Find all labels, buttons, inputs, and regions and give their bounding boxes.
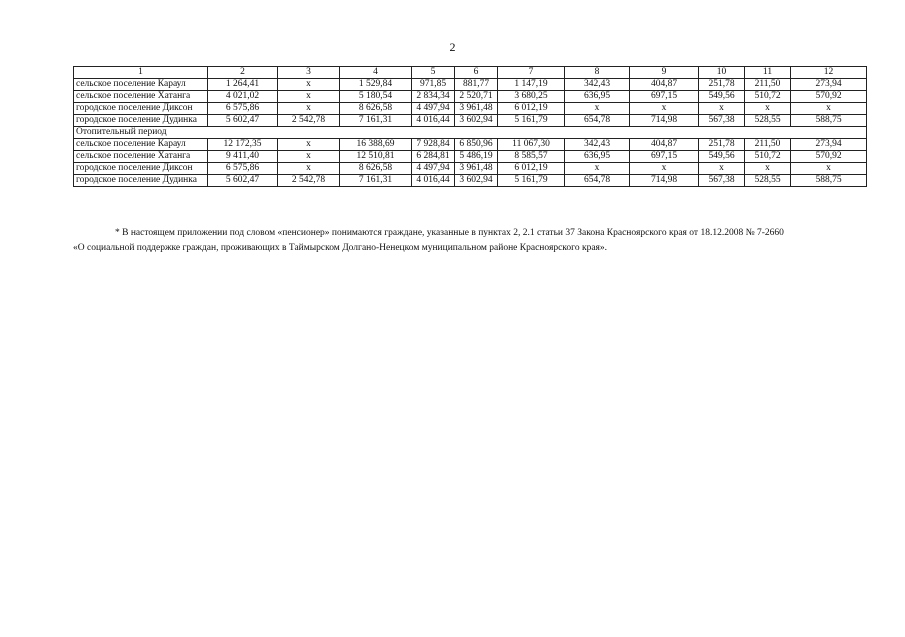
- table-cell: 3 961,48: [455, 103, 498, 115]
- table-cell: 404,87: [630, 79, 699, 91]
- table-cell: x: [278, 91, 340, 103]
- table-cell: 4 016,44: [412, 175, 455, 187]
- table-cell: x: [278, 151, 340, 163]
- table-row: [74, 139, 867, 151]
- table-cell: 567,38: [699, 175, 745, 187]
- column-header: 9: [630, 67, 699, 79]
- table-cell: 6 850,96: [455, 139, 498, 151]
- table-cell: 16 388,69: [340, 139, 412, 151]
- section-row: [74, 127, 867, 139]
- column-header: 4: [340, 67, 412, 79]
- table-cell: 4 497,94: [412, 163, 455, 175]
- table-cell: x: [278, 103, 340, 115]
- table-body: [74, 67, 867, 187]
- table-cell: x: [630, 103, 699, 115]
- table-cell: 510,72: [745, 91, 791, 103]
- table-cell: 510,72: [745, 151, 791, 163]
- column-header: 1: [74, 67, 208, 79]
- table-row: [74, 79, 867, 91]
- table-cell: x: [278, 139, 340, 151]
- table-cell: 636,95: [565, 91, 630, 103]
- row-label: городское поселение Дудинка: [74, 175, 208, 187]
- row-label: сельское поселение Караул: [74, 79, 208, 91]
- table-cell: 528,55: [745, 115, 791, 127]
- table-cell: 7 161,31: [340, 175, 412, 187]
- tariff-table: [73, 66, 867, 187]
- table-cell: 6 284,81: [412, 151, 455, 163]
- table-cell: 654,78: [565, 175, 630, 187]
- table-cell: 570,92: [791, 91, 867, 103]
- table-cell: 273,94: [791, 79, 867, 91]
- table-cell: x: [565, 103, 630, 115]
- table-row: [74, 115, 867, 127]
- table-cell: 549,56: [699, 91, 745, 103]
- table-cell: 3 602,94: [455, 115, 498, 127]
- table-cell: 1 147,19: [498, 79, 565, 91]
- section-title: Отопительный период: [74, 127, 867, 139]
- table-cell: 3 602,94: [455, 175, 498, 187]
- table-row: [74, 103, 867, 115]
- table-cell: 528,55: [745, 175, 791, 187]
- table-row: [74, 163, 867, 175]
- table-cell: 4 016,44: [412, 115, 455, 127]
- table-cell: 4 021,02: [208, 91, 278, 103]
- row-label: городское поселение Диксон: [74, 103, 208, 115]
- table-cell: 5 602,47: [208, 115, 278, 127]
- table-cell: x: [278, 163, 340, 175]
- column-header: 6: [455, 67, 498, 79]
- table-cell: 5 602,47: [208, 175, 278, 187]
- table-cell: 2 520,71: [455, 91, 498, 103]
- footnote-line-1: * В настоящем приложении под словом «пенсионер» понимаются граждане, указанные в пунктах 2, 2.1 статьи 37 Закона Красноярского края от 18.12.2008 № 7-2660: [115, 228, 784, 238]
- table-cell: 654,78: [565, 115, 630, 127]
- column-header: 11: [745, 67, 791, 79]
- table-cell: 1 264,41: [208, 79, 278, 91]
- table-header-row: [74, 67, 867, 79]
- table-cell: 1 529,84: [340, 79, 412, 91]
- column-header: 3: [278, 67, 340, 79]
- table-cell: x: [278, 79, 340, 91]
- table-cell: 8 585,57: [498, 151, 565, 163]
- table-cell: 570,92: [791, 151, 867, 163]
- page-number: 2: [449, 40, 456, 54]
- table-cell: 2 834,34: [412, 91, 455, 103]
- column-header: 8: [565, 67, 630, 79]
- footnote-line-2: «О социальной поддержке граждан, проживающих в Таймырском Долгано-Ненецком муниципальном районе Красноярского края».: [73, 243, 608, 253]
- table-cell: 714,98: [630, 175, 699, 187]
- table-cell: x: [745, 103, 791, 115]
- column-header: 10: [699, 67, 745, 79]
- table-cell: 971,85: [412, 79, 455, 91]
- table-cell: 6 575,86: [208, 163, 278, 175]
- table-cell: 697,15: [630, 151, 699, 163]
- table-row: [74, 175, 867, 187]
- table-cell: x: [699, 103, 745, 115]
- row-label: сельское поселение Хатанга: [74, 151, 208, 163]
- table-cell: 404,87: [630, 139, 699, 151]
- table-cell: 5 180,54: [340, 91, 412, 103]
- row-label: городское поселение Диксон: [74, 163, 208, 175]
- table-cell: 12 172,35: [208, 139, 278, 151]
- column-header: 5: [412, 67, 455, 79]
- row-label: сельское поселение Караул: [74, 139, 208, 151]
- table-cell: 7 928,84: [412, 139, 455, 151]
- table-cell: 588,75: [791, 115, 867, 127]
- table-cell: 342,43: [565, 79, 630, 91]
- table-cell: 6 575,86: [208, 103, 278, 115]
- table-cell: x: [745, 163, 791, 175]
- table-cell: 4 497,94: [412, 103, 455, 115]
- table-cell: 2 542,78: [278, 115, 340, 127]
- table-cell: 5 486,19: [455, 151, 498, 163]
- row-label: сельское поселение Хатанга: [74, 91, 208, 103]
- table-cell: 714,98: [630, 115, 699, 127]
- table-cell: 3 961,48: [455, 163, 498, 175]
- table-cell: 881,77: [455, 79, 498, 91]
- table-cell: 342,43: [565, 139, 630, 151]
- table-cell: 3 680,25: [498, 91, 565, 103]
- table-row: [74, 151, 867, 163]
- table-cell: 2 542,78: [278, 175, 340, 187]
- table-cell: 5 161,79: [498, 115, 565, 127]
- row-label: городское поселение Дудинка: [74, 115, 208, 127]
- table-cell: 697,15: [630, 91, 699, 103]
- table-cell: 11 067,30: [498, 139, 565, 151]
- table-cell: 211,50: [745, 79, 791, 91]
- table-cell: 251,78: [699, 79, 745, 91]
- table-cell: 251,78: [699, 139, 745, 151]
- table-cell: 8 626,58: [340, 163, 412, 175]
- table-cell: 549,56: [699, 151, 745, 163]
- table-cell: 8 626,58: [340, 103, 412, 115]
- table-cell: 5 161,79: [498, 175, 565, 187]
- column-header: 2: [208, 67, 278, 79]
- table-cell: x: [630, 163, 699, 175]
- table-cell: 211,50: [745, 139, 791, 151]
- table-cell: x: [791, 163, 867, 175]
- table-row: [74, 91, 867, 103]
- table-cell: 588,75: [791, 175, 867, 187]
- table-cell: 273,94: [791, 139, 867, 151]
- table-cell: x: [565, 163, 630, 175]
- table-cell: 12 510,81: [340, 151, 412, 163]
- table-cell: 6 012,19: [498, 163, 565, 175]
- table-cell: x: [791, 103, 867, 115]
- column-header: 12: [791, 67, 867, 79]
- table-cell: 636,95: [565, 151, 630, 163]
- column-header: 7: [498, 67, 565, 79]
- table-cell: x: [699, 163, 745, 175]
- table-cell: 7 161,31: [340, 115, 412, 127]
- table-cell: 567,38: [699, 115, 745, 127]
- table-cell: 9 411,40: [208, 151, 278, 163]
- table-cell: 6 012,19: [498, 103, 565, 115]
- footnote: [73, 226, 866, 256]
